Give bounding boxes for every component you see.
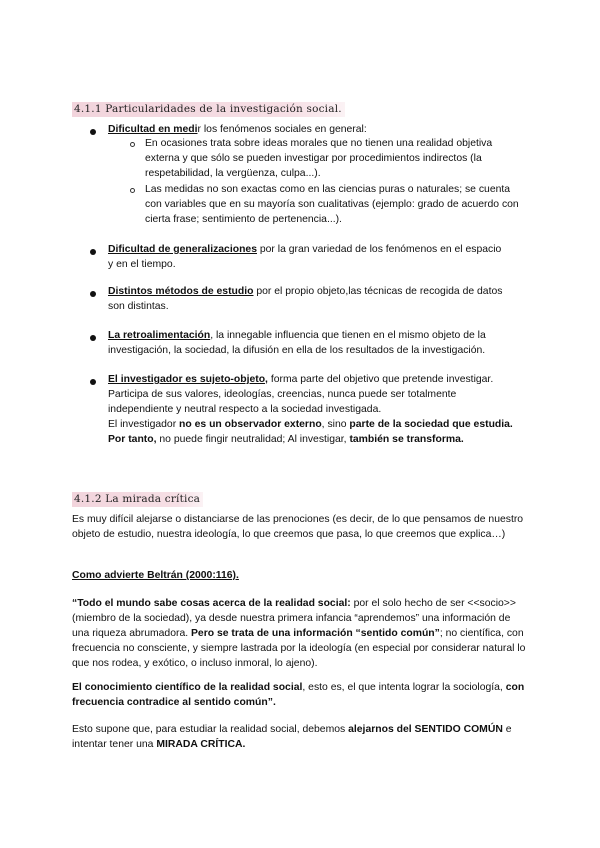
bullet-icon: [90, 335, 96, 341]
list-item-1-text: los fenómenos sociales en general:: [200, 124, 367, 135]
list-item-3-text: por el propio objeto,las técnicas de recogida de datos son distintas.: [108, 286, 503, 312]
sub-item-1: En ocasiones trata sobre ideas morales que no tienen una realidad objetiva externa y que sólo se pueden investigar por procedimientos indirectos (la respetabilidad, la vergüenza, culpa...).: [145, 138, 493, 179]
citation-text: Como advierte Beltrán (2000:116).: [72, 570, 239, 581]
section-heading-2-text: 4.1.2 La mirada crítica: [74, 493, 201, 505]
bullet-icon: [90, 129, 96, 135]
list-item-1-term: Dificultad en medi: [108, 124, 198, 135]
text-run: no puede fingir neutralidad; Al investigar,: [156, 434, 350, 445]
list-item-5-para-2: [108, 417, 520, 447]
list-item-1: [108, 122, 538, 137]
list-item-4-term: La retroalimentación: [108, 330, 211, 341]
sub-bullet-icon: [130, 188, 135, 193]
list-item-4: [108, 328, 518, 358]
list-item-5-text: forma parte del objetivo que pretende investigar. Participa de sus valores, ideologías, creencias, nunca puede ser totalmente independiente y neutral respecto a la sociedad investigada.: [108, 374, 494, 415]
science-paragraph: [72, 680, 527, 710]
list-item-2-text: por la gran variedad de los fenómenos en el espacio y en el tiempo.: [108, 244, 502, 270]
citation: [72, 568, 527, 583]
text-run: ; no científica, con frecuencia no consciente, y siempre lastrada por la ideología (en especial por considerar natural lo que nos rodea, y exótico, o incluso inmoral, lo ajeno).: [72, 628, 526, 669]
text-run-bold: MIRADA CRÍTICA.: [156, 739, 246, 750]
text-run-bold: El conocimiento científico de la realidad social: [72, 682, 303, 693]
list-item-2-term: Dificultad de generalizaciones: [108, 244, 257, 255]
list-item-5-term: El investigador es sujeto-objeto,: [108, 374, 268, 385]
list-item-5: [108, 372, 520, 447]
text-run: por el solo hecho de ser <<socio>> (miembro de la sociedad), ya desde nuestra primera infancia “aprendemos” una información de una riqueza abrumadora.: [72, 598, 516, 639]
list-item-2: [108, 242, 508, 272]
list-item-3-term: Distintos métodos de estudio: [108, 286, 254, 297]
text-run-bold: no es un observador externo: [179, 419, 322, 430]
list-item-4-text: , la innegable influencia que tienen en el mismo objeto de la investigación, la sociedad, la difusión en ella de los resultados de la investigación.: [108, 330, 486, 356]
intro-paragraph: Es muy difícil alejarse o distanciarse de las prenociones (es decir, de lo que pensamos de nuestro objeto de estudio, nuestra ideología, lo que creemos que pasa, lo que creemos que explica…): [72, 514, 524, 540]
text-run-bold: también se transforma.: [349, 434, 464, 445]
quote-paragraph: [72, 596, 527, 671]
section-heading-1-text: 4.1.1 Particularidades de la investigación social.: [74, 103, 342, 115]
bullet-icon: [90, 379, 96, 385]
text-run-bold: Pero se trata de una información “sentido común”: [191, 628, 440, 639]
conclusion-paragraph: [72, 722, 527, 752]
text-run: El investigador: [108, 419, 180, 430]
text-run: Esto supone que, para estudiar la realidad social, debemos: [72, 724, 349, 735]
list-item-3: [108, 284, 508, 314]
list-item-1-term-tail: r: [197, 124, 201, 135]
text-run: , sino: [321, 419, 350, 430]
text-run: , esto es, el que intenta lograr la sociología,: [302, 682, 506, 693]
sub-item-2: Las medidas no son exactas como en las ciencias puras o naturales; se cuenta con variables que en su mayoría son cualitativas (ejemplo: grado de acuerdo con cierta frase; sentimiento de pertenencia...).: [145, 184, 519, 225]
text-run-bold: “Todo el mundo sabe cosas acerca de la realidad social:: [72, 598, 351, 609]
sub-bullet-icon: [130, 142, 135, 147]
bullet-icon: [90, 291, 96, 297]
text-run-bold: parte de la sociedad que estudia. Por tanto,: [108, 419, 513, 445]
text-run-bold: con frecuencia contradice al sentido común”.: [72, 682, 525, 708]
bullet-icon: [90, 249, 96, 255]
section-heading-1: [72, 102, 345, 117]
list-item-5-para-1: [108, 372, 520, 417]
text-run: e intentar tener una: [72, 724, 512, 750]
text-run-bold: alejarnos del SENTIDO COMÚN: [348, 724, 503, 735]
section-heading-2: [72, 492, 203, 507]
